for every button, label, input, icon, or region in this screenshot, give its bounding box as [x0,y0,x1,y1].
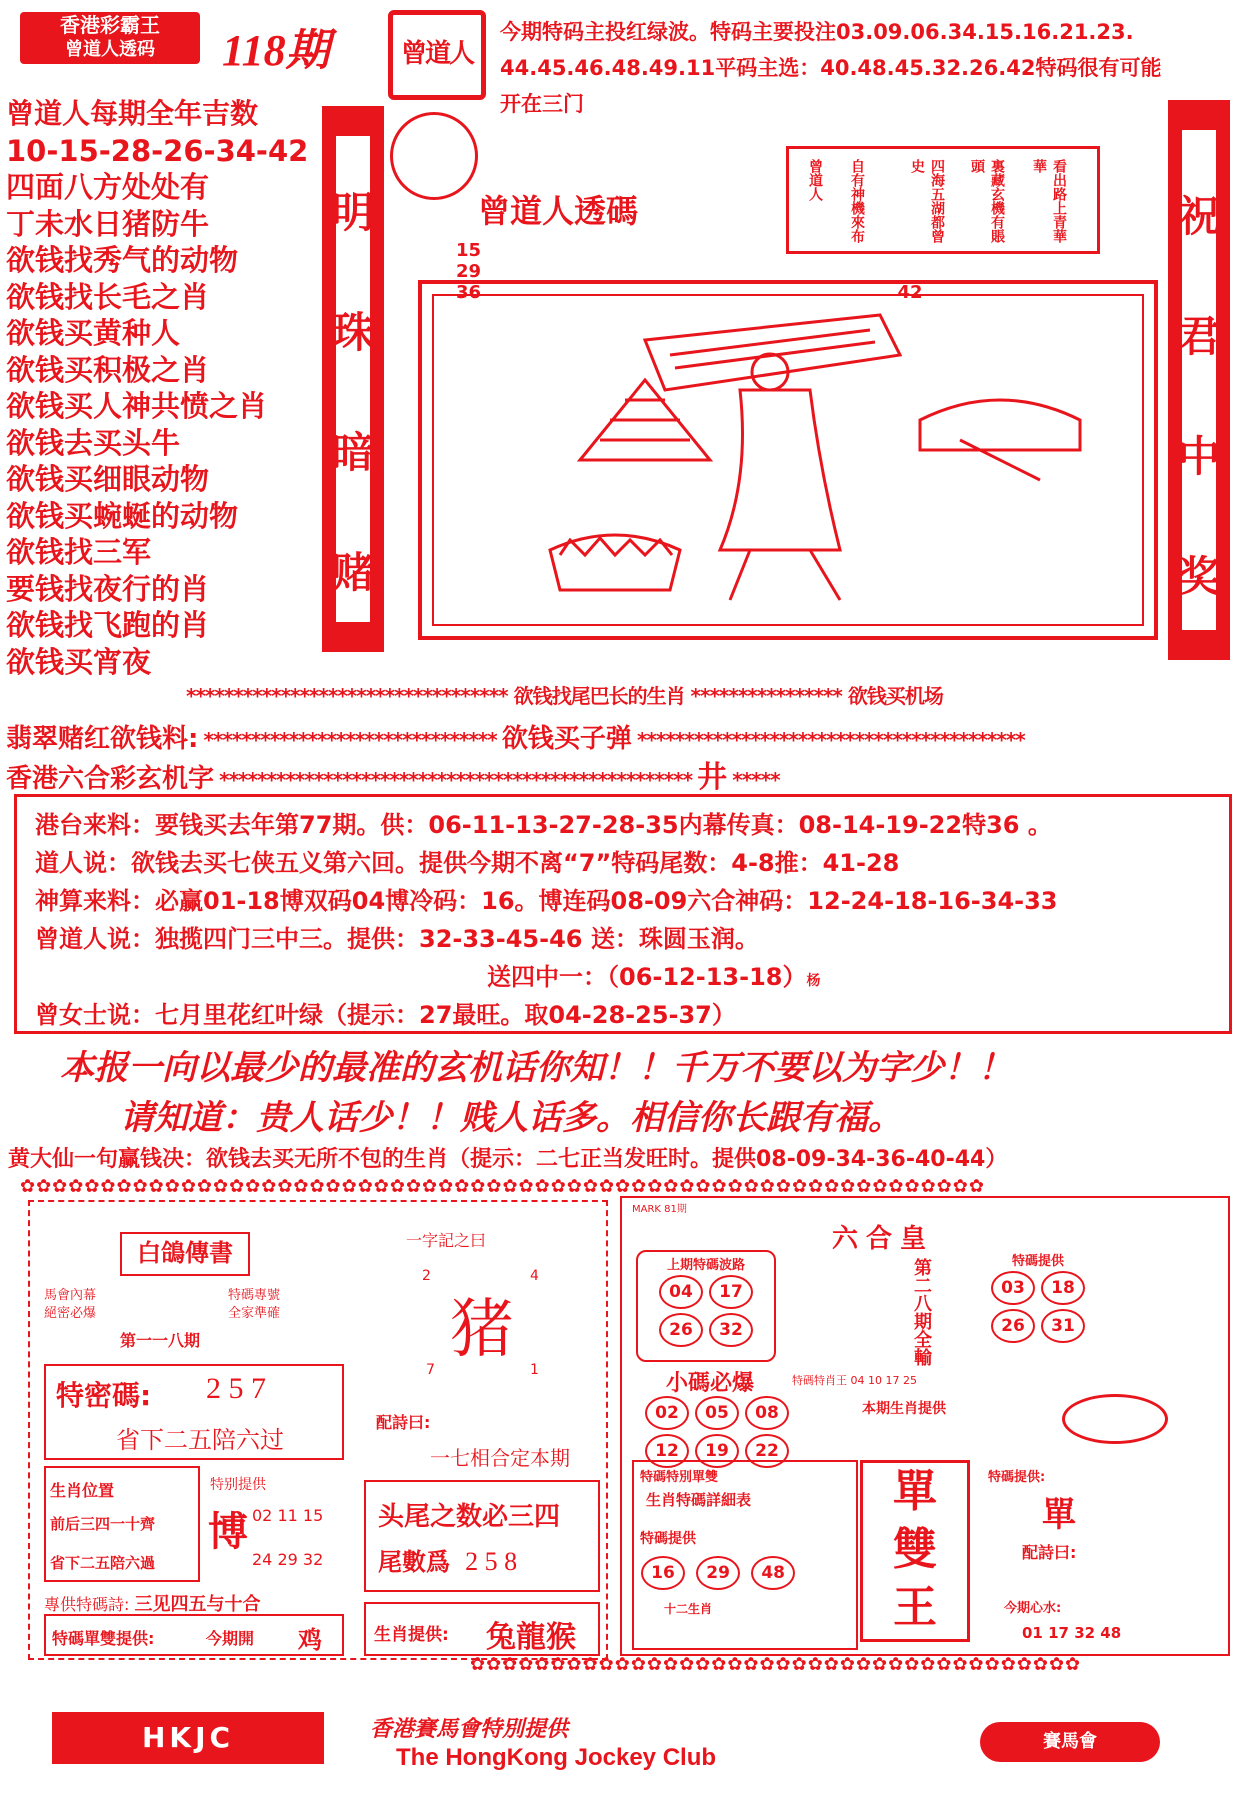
king-box [860,1460,970,1642]
ball: 08 [745,1396,789,1430]
zi-num-tl: 2 [422,1268,431,1284]
sage-illustration [440,300,1140,620]
ball: 03 [991,1271,1035,1305]
info-line-3: 神算来料：必赢01-18博双码04博冷码：16。博连码08-09六合神码：12-24-18-16-34-33 [35,887,1058,915]
special-label: 特密碼: [56,1379,152,1412]
huang-line: 黄大仙一句赢钱决：欲钱去买无所不包的生肖（提示：二七正当发旺时。提供08-09-34-36-40-44） [8,1147,1008,1172]
footer-logo-right [980,1722,1160,1762]
star-line-2 [6,718,1025,755]
zi-title: 一字記之曰 [406,1231,487,1250]
left-pillar [322,106,384,652]
scroll-box [786,146,1100,254]
picture-number: 15 [456,240,482,261]
zodiac-value: 兔龍猴 [486,1620,576,1655]
small-right-2: 全家準確 [228,1306,281,1321]
single-double-box [44,1614,344,1656]
footer-chinese: 香港賽馬會特別提供 [370,1717,569,1742]
slogan-1: 本报一向以最少的最准的玄机话你知！！千万不要以为字少！！ [60,1050,1012,1087]
zodiac-position-box [44,1466,200,1582]
ball: 22 [745,1434,789,1468]
list-item: 欲钱找长毛之肖 [6,279,210,314]
zodiac-pos-label: 生肖位置 [50,1481,115,1500]
zi-num-br: 1 [530,1362,539,1378]
period-label: 第一一八期 [120,1331,201,1350]
king-char: 王 [893,1582,937,1633]
pillar-char: 中 [1177,432,1220,481]
seal-text: 曾道人 [400,39,473,69]
top-text-1: 今期特码主投红绿波。特码主要投注03.09.06.34.15.16.21.23. [500,20,1134,44]
single-answer: 鸡 [298,1626,322,1654]
left-bottom-panel [28,1200,608,1660]
bo-nums-2: 24 29 32 [252,1550,324,1569]
info-line-2: 道人说：欲钱去买七侠五义第六回。提供今期不离“7”特码尾数：4-8推：41-28 [35,849,900,877]
tail-value: 2 5 8 [465,1547,518,1576]
list-item: 欲钱买宵夜 [6,644,152,679]
ball: 32 [709,1313,753,1347]
pillar-char: 暗 [331,428,374,477]
list-item: 曾道人每期全年吉数 [6,97,259,130]
offer-label: 特碼提供 [1011,1254,1064,1269]
single-text: 今期開 [206,1629,255,1648]
small-left-2: 絕密必爆 [44,1306,97,1321]
star-line-2-mid: 欲钱买子弹 [501,724,632,754]
footer-logo-right-text: 賽馬會 [1043,1731,1097,1752]
bo-nums-1: 02 11 15 [252,1506,324,1525]
list-item: 欲钱买积极之肖 [6,352,210,387]
right-heart: 今期心水: [1004,1601,1062,1616]
info-line-5-text: 送四中一：（06-12-13-18） [487,963,807,991]
bl-balls [634,1548,856,1592]
bl-line: 生肖特碼詳細表 [646,1491,752,1509]
list-item: 欲钱去买头牛 [6,425,181,460]
ball: 29 [696,1556,740,1590]
list-item: 要钱找夜行的肖 [6,571,210,606]
pillar-char: 珠 [331,308,374,357]
special-code-box [44,1364,344,1460]
ball: 12 [645,1434,689,1468]
ball: 19 [695,1434,739,1468]
last-label: 上期特碼波路 [666,1258,745,1273]
list-item: 10-15-28-26-34-42 [6,133,309,168]
poem-label: 配詩曰: [376,1413,431,1432]
info-line-4: 曾道人说：独揽四门三中三。提供：32-33-45-46 送：珠圆玉润。 [35,925,759,953]
list-item: 欲钱找秀气的动物 [6,243,239,277]
footer-logo-left-text: HKJC [141,1721,235,1754]
info-line-5-small: 杨 [806,973,821,989]
list-item: 丁未水日猪防牛 [6,206,210,241]
right-poem-label: 配詩曰: [1022,1543,1077,1562]
ball: 31 [1041,1309,1085,1343]
bo-box [206,1466,346,1582]
scroll-col: 裏藏玄機有賬頭 [969,159,1005,243]
right-offer-box [978,1460,1218,1650]
picture-number: 42 [897,282,923,303]
bl-title: 特碼特別單雙 [640,1470,719,1485]
seal-stamp [388,10,486,100]
issue-number: 118期 [222,26,330,75]
list-item: 欲钱买蜿蜒的动物 [6,498,239,533]
list-item: 欲钱买细眼动物 [6,462,210,496]
logo-line2: 曾道人透码 [65,39,155,60]
star-line-3-stars: ************************************************** [219,768,693,792]
headtail-box [364,1480,600,1592]
right-bottom-panel [620,1196,1230,1656]
info-box [14,794,1232,1034]
ball: 26 [659,1313,703,1347]
footer-english: The HongKong Jockey Club [396,1744,717,1771]
small-label: 小碼必爆 [666,1371,755,1396]
star-border-bottom: ✿✿✿✿✿✿✿✿✿✿✿✿✿✿✿✿✿✿✿✿✿✿✿✿✿✿✿✿✿✿✿✿✿✿✿✿✿✿ [470,1654,1082,1675]
right-nums: 01 17 32 48 [1022,1624,1122,1642]
small-balls [642,1394,852,1470]
top-text-2: 44.45.46.48.49.11平码主选：40.48.45.32.26.42特码很有可能 [500,56,1162,80]
ball: 17 [709,1275,753,1309]
list-item: 欲钱买人神共愤之肖 [6,389,268,423]
list-item: 欲钱买黄种人 [6,316,181,350]
offer-box [958,1250,1118,1362]
tiny-line: 特碼特肖王 04 10 17 25 [792,1374,917,1387]
tail-label: 尾數爲 [378,1548,450,1576]
footer-logo-left [52,1712,324,1764]
info-line-5 [487,957,820,992]
king-char: 雙 [893,1524,937,1575]
sun-doodle [390,112,478,200]
pillar-char: 明 [331,188,374,237]
picture-number: 36 [456,282,482,303]
zi-char: 猪 [450,1294,514,1365]
picture-number: 29 [456,261,482,282]
pillar-char: 赌 [331,548,374,597]
bo-char: 博 [208,1509,248,1555]
bl-label: 特碼提供 [640,1531,696,1547]
scroll-col: 曾道人 [807,159,823,201]
mark-strip: MARK 81期 [632,1204,687,1215]
mid-vertical: 第二八期全輸 [911,1258,932,1366]
ball: 04 [659,1275,703,1309]
ball: 16 [641,1556,685,1590]
star-line-2-stars: ******************************* [203,728,497,752]
picture-title: 曾道人透碼 [478,193,639,229]
zodiac-offer-box [364,1602,600,1656]
ball: 48 [751,1556,795,1590]
ball: 18 [1041,1271,1085,1305]
pillar-char: 君 [1177,312,1220,361]
top-text-3: 开在三门 [500,92,584,116]
bl-sub: 十二生肖 [664,1602,713,1616]
ball: 05 [695,1396,739,1430]
star-line-1: ********************************** 欲钱找尾巴长的生肖 **************** 欲钱买机场 [186,684,943,708]
scroll-col: 自有神機來布 [849,159,865,243]
zodiac-pos-2: 省下二五陪六過 [50,1554,156,1572]
info-line-6: 曾女士说：七月里花红叶绿（提示：27最旺。取04-28-25-37） [35,1001,736,1029]
star-border-top: ✿✿✿✿✿✿✿✿✿✿✿✿✿✿✿✿✿✿✿✿✿✿✿✿✿✿✿✿✿✿✿✿✿✿✿✿✿✿✿✿✿✿✿✿✿✿✿✿✿✿✿✿✿✿✿✿✿✿✿✿ [20,1176,985,1197]
special-value: 2 5 7 [206,1372,266,1405]
ball: 02 [645,1396,689,1430]
tegong-row [44,1590,261,1616]
last-box [636,1250,776,1362]
small-left-1: 馬會內幕 [44,1288,97,1303]
list-item: 四面八方处处有 [6,170,210,204]
star-line-3-char: 井 [697,760,728,795]
star-line-3-tail: ***** [732,768,780,792]
right-big: 單 [1042,1495,1076,1535]
slogan-2: 请知道：贵人话少！！贱人话多。相信你长跟有福。 [120,1100,902,1137]
small-right-1: 特碼專號 [228,1288,281,1303]
pillar-char: 奖 [1177,552,1220,601]
list-item: 欲钱找飞跑的肖 [6,608,210,642]
star-line-3-label: 香港六合彩玄机字 [6,764,215,794]
right-pillar [1168,100,1230,660]
zodiac-pos-1: 前后三四一十齊 [50,1515,156,1533]
king-char: 單 [893,1466,937,1517]
oval-badge [1062,1394,1168,1444]
star-line-2-stars: ***************************************** [636,728,1025,752]
single-label: 特碼單雙提供: [52,1629,155,1648]
scroll-col: 四海五湖都曾史 [909,159,945,243]
logo-line1: 香港彩霸王 [60,13,160,37]
zodiac-label: 生肖提供: [374,1625,449,1645]
right-label: 特碼提供: [988,1470,1046,1485]
ball: 26 [991,1309,1035,1343]
list-item: 欲钱找三军 [6,535,152,569]
tegong-label: 專供特碼詩: [44,1595,130,1614]
info-line-1: 港台来料：要钱买去年第77期。供：06-11-13-27-28-35内幕传真：08-14-19-22特36 。 [35,811,1052,839]
bottom-left-box [632,1460,858,1650]
province-line: 省下二五陪六过 [116,1428,284,1454]
star-line-2-label: 翡翠赌红欲钱料: [6,724,199,754]
zi-num-bl: 7 [426,1362,435,1378]
zi-num-tr: 4 [530,1268,539,1284]
tegong-text: 三见四五与十合 [134,1594,261,1615]
zodiac-label: 本期生肖提供 [862,1401,946,1417]
left-list [6,96,326,680]
poem-text: 一七相合定本期 [430,1446,570,1470]
tail-row [378,1542,517,1577]
star-line-3 [6,752,780,796]
headtail-text: 头尾之数必三四 [378,1502,561,1532]
logo-block [20,12,200,64]
te-label: 特别提供 [210,1477,266,1493]
scroll-col: 看出路上青華華 [1031,159,1067,243]
banner: 六合皇 [832,1224,935,1254]
pigeon-title: 白鴿傳書 [120,1232,250,1276]
pillar-char: 祝 [1177,192,1220,241]
